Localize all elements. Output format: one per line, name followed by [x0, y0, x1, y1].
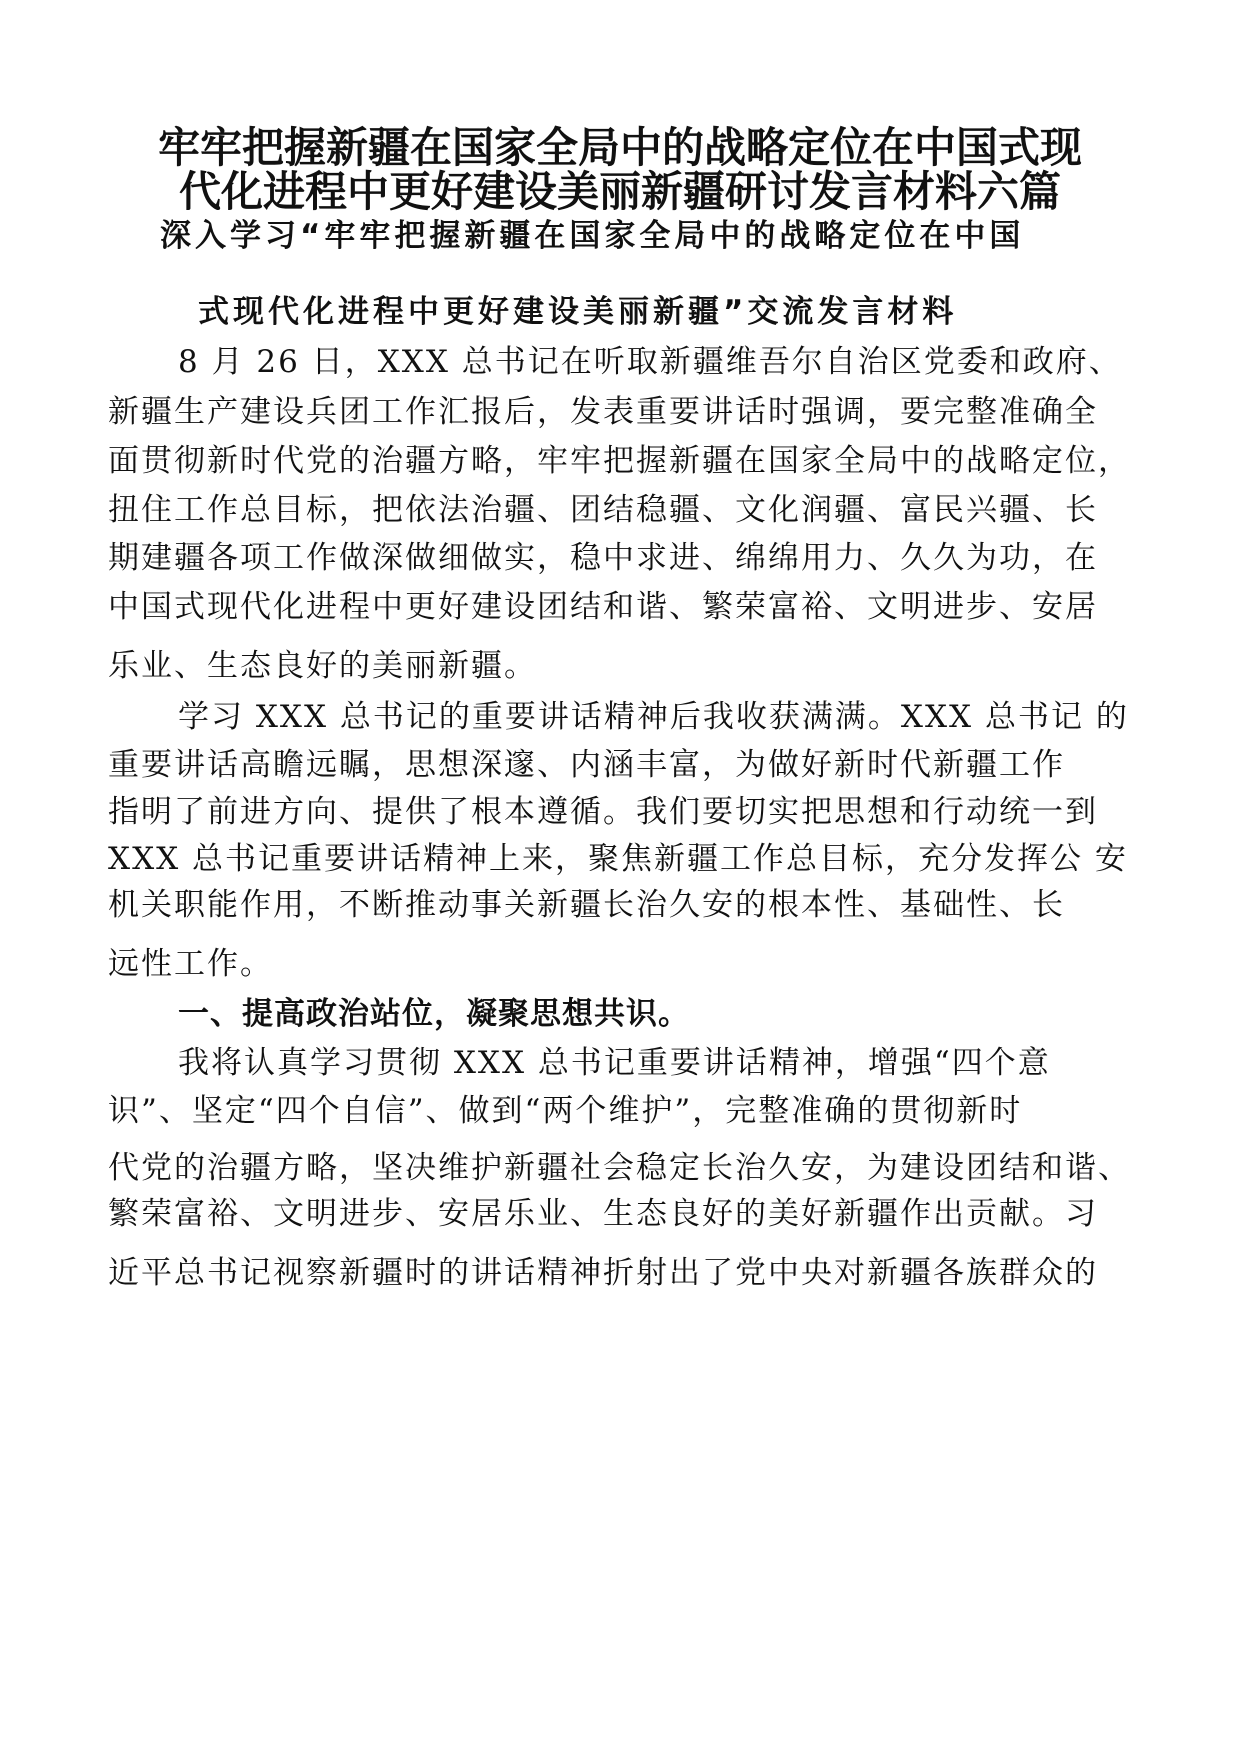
paragraph-2-line: XXX 总书记重要讲话精神上来，聚焦新疆工作总目标，充分发挥公 安 — [108, 841, 1128, 877]
paragraph-1-line: 新疆生产建设兵团工作汇报后，发表重要讲话时强调，要完整准确全 — [108, 394, 1098, 430]
document-title-line-1: 牢牢把握新疆在国家全局中的战略定位在中国式现 — [157, 123, 1082, 172]
paragraph-2-line: 机关职能作用，不断推动事关新疆长治久安的根本性、基础性、长 — [108, 887, 1065, 923]
paragraph-3-line: 繁荣富裕、文明进步、安居乐业、生态良好的美好新疆作出贡献。习 — [108, 1196, 1098, 1232]
document-subtitle-line-2: 式现代化进程中更好建设美丽新疆”交流发言材料 — [198, 294, 958, 330]
paragraph-1-line: 期建疆各项工作做深做细做实，稳中求进、绵绵用力、久久为功，在 — [108, 540, 1098, 576]
paragraph-3-line: 近平总书记视察新疆时的讲话精神折射出了党中央对新疆各族群众的 — [108, 1255, 1098, 1291]
paragraph-2-line: 学习 XXX 总书记的重要讲话精神后我收获满满。XXX 总书记 的 — [178, 699, 1129, 735]
paragraph-1-line: 面贯彻新时代党的治疆方略，牢牢把握新疆在国家全局中的战略定位， — [108, 443, 1131, 479]
paragraph-2-line: 重要讲话高瞻远瞩，思想深邃、内涵丰富，为做好新时代新疆工作 — [108, 747, 1065, 783]
paragraph-3-line: 我将认真学习贯彻 XXX 总书记重要讲话精神，增强“四个意 — [178, 1045, 1051, 1081]
paragraph-1-line: 扭住工作总目标，把依法治疆、团结稳疆、文化润疆、富民兴疆、长 — [108, 492, 1098, 528]
paragraph-2-line: 远性工作。 — [108, 946, 273, 982]
document-subtitle-line-1: 深入学习“牢牢把握新疆在国家全局中的战略定位在中国 — [160, 218, 1025, 254]
paragraph-3-line: 识”、坚定“四个自信”、做到“两个维护”，完整准确的贯彻新时 — [108, 1093, 1023, 1129]
paragraph-1-line: 8 月 26 日，XXX 总书记在听取新疆维吾尔自治区党委和政府、 — [178, 344, 1122, 380]
section-heading: 一、提高政治站位，凝聚思想共识。 — [178, 996, 690, 1032]
document-title-line-2: 代化进程中更好建设美丽新疆研讨发言材料六篇 — [178, 167, 1061, 216]
paragraph-1-line: 乐业、生态良好的美丽新疆。 — [108, 648, 537, 684]
paragraph-2-line: 指明了前进方向、提供了根本遵循。我们要切实把思想和行动统一到 — [108, 794, 1098, 830]
paragraph-3-line: 代党的治疆方略，坚决维护新疆社会稳定长治久安，为建设团结和谐、 — [108, 1150, 1131, 1186]
paragraph-1-line: 中国式现代化进程中更好建设团结和谐、繁荣富裕、文明进步、安居 — [108, 589, 1098, 625]
